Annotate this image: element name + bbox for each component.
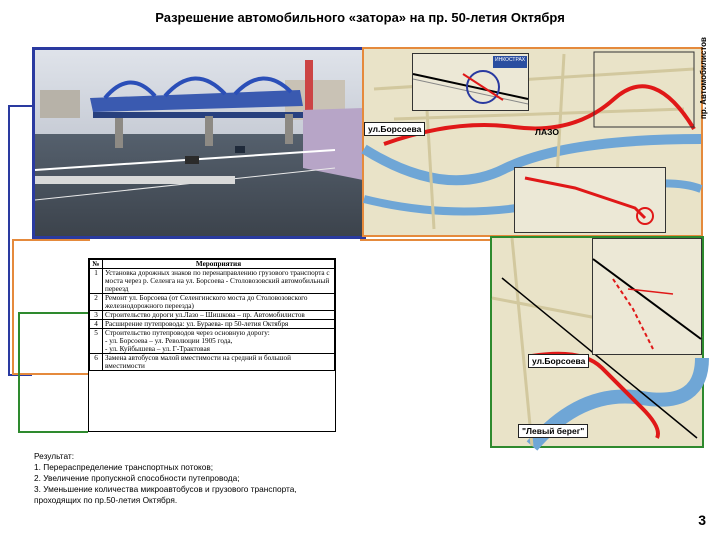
map-bottom: [490, 236, 704, 448]
overpass-illustration: [35, 50, 363, 236]
table-row: 1 Установка дорожных знаков по перенаправлению грузового транспорта с моста через р. Селенга на ул. Борсоева - Столовозовский автомобильный переезд: [90, 269, 335, 294]
table-row: 6 Замена автобусов малой вместимости на средний и большой вместимости: [90, 354, 335, 371]
label-lazo: ЛАЗО: [535, 127, 559, 137]
result-item: 1. Перераспределение транспортных потоков;: [34, 462, 214, 472]
green-connector-v: [18, 312, 20, 432]
page-number: 3: [698, 512, 706, 528]
column-header-measures: Мероприятия: [103, 260, 335, 269]
column-header-number: №: [90, 260, 103, 269]
slide-title: Разрешение автомобильного «затора» на пр. 50-летия Октября: [155, 10, 565, 25]
result-heading: Результат:: [34, 451, 75, 461]
table-row: 3 Строительство дороги ул.Лазо – Шишкова – пр. Автомобилистов: [90, 311, 335, 320]
map-top-inset-right: [514, 167, 666, 233]
result-item: 3. Уменьшение количества микроавтобусов и грузового транспорта,: [34, 484, 297, 494]
green-connector: [18, 312, 88, 314]
label-borsova-top: ул.Борсоева: [364, 122, 425, 136]
label-left-bank: "Левый берег": [518, 424, 588, 438]
result-block: [34, 451, 454, 506]
result-item: 2. Увеличение пропускной способности путепровода;: [34, 473, 240, 483]
measures-table: [88, 258, 336, 432]
label-borsova-bottom: ул.Борсоева: [528, 354, 589, 368]
map-top: [362, 37, 708, 237]
brand-label: ИНКОСТРАХ: [495, 57, 526, 63]
green-connector-b: [18, 431, 88, 433]
map-top-inset-left: [412, 53, 529, 111]
table-row: 5 Строительство путепроводов через основную дорогу: - ул. Борсоева – ул. Революции 1905 года, - ул. Куйбышева – ул. Г-Трактовая: [90, 329, 335, 354]
table-row: 2 Ремонт ул. Борсоева (от Селенгинского моста до Столовозовского железнодорожного переезда): [90, 294, 335, 311]
overpass-render: [32, 47, 366, 239]
junction-drawing: [515, 168, 665, 232]
map-bottom-inset: [592, 238, 702, 355]
orange-connector: [12, 239, 90, 375]
label-avenue: пр. Автомобилистов: [699, 37, 708, 119]
crossing-detail-drawing: [593, 239, 701, 354]
table-row: 4 Расширение путепровода: ул. Бураева- пр 50-летия Октября: [90, 320, 335, 329]
result-item: проходящих по пр.50-летия Октября.: [34, 495, 178, 505]
